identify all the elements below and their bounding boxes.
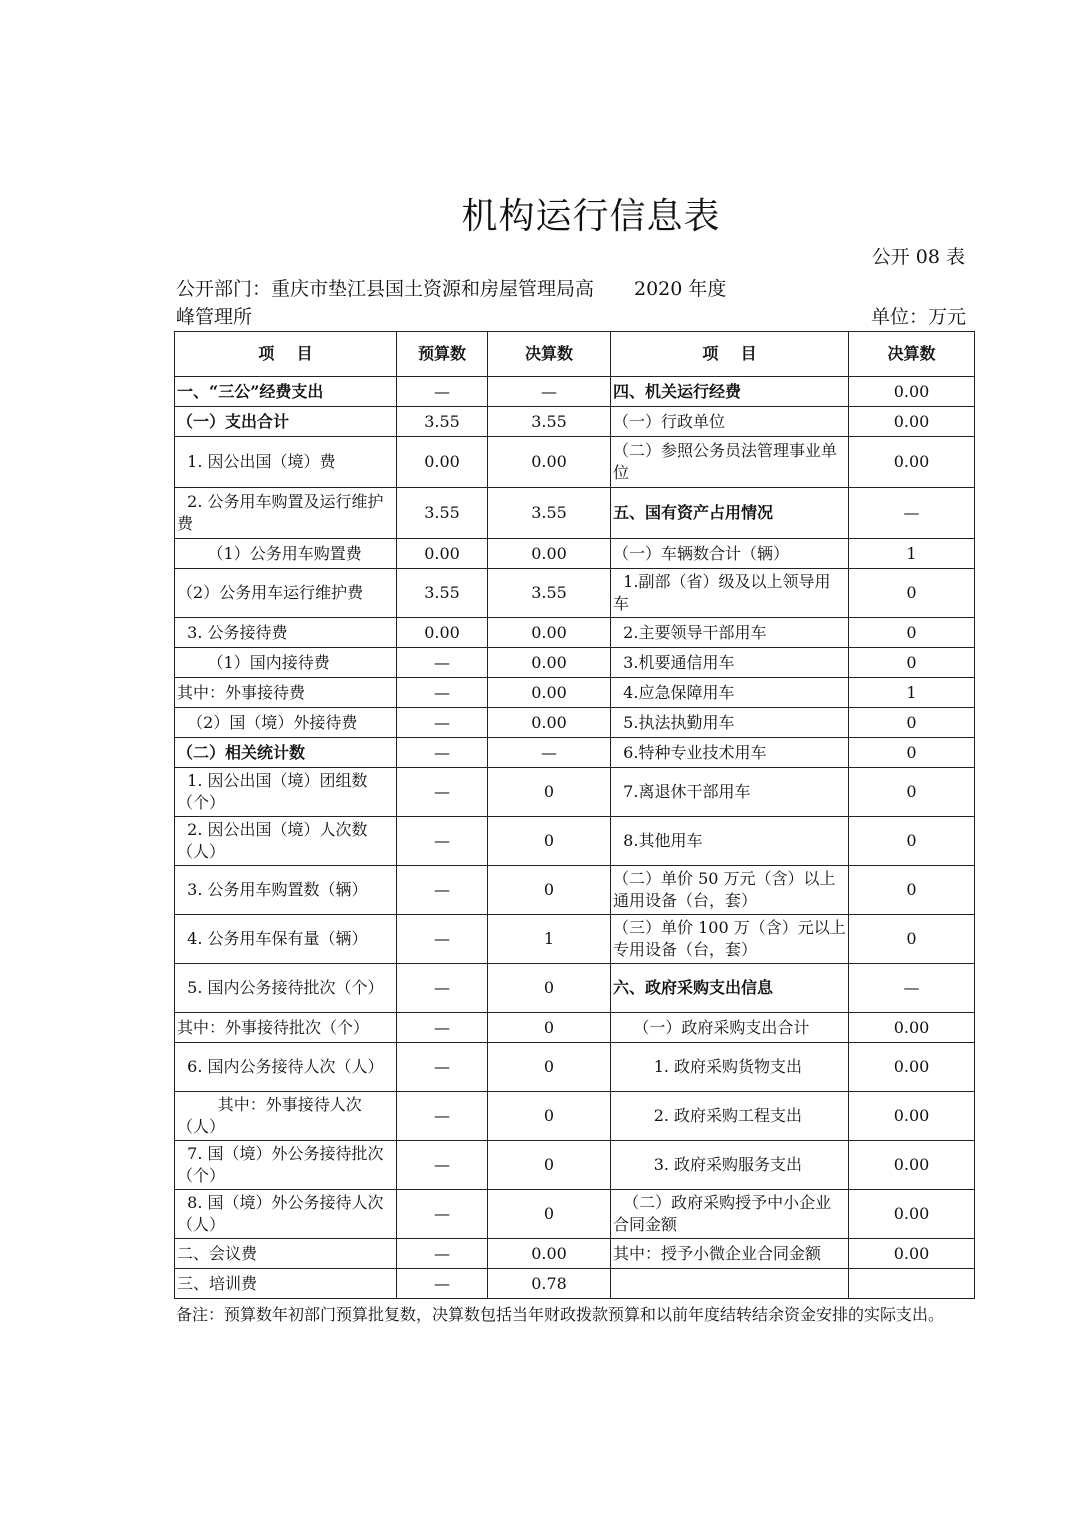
item-right-cell: 2. 政府采购工程支出: [611, 1092, 849, 1141]
unit-label: 单位：万元: [871, 306, 967, 328]
item-right-cell: 6.特种专业技术用车: [611, 738, 849, 768]
final-right-cell: 0: [849, 569, 975, 618]
item-left-cell: 一、“三公”经费支出: [175, 377, 397, 407]
item-right-cell: （一）车辆数合计（辆）: [611, 539, 849, 569]
final-left-cell: 0: [488, 866, 611, 915]
item-left-cell: 3. 公务接待费: [175, 618, 397, 648]
final-left-cell: 0.78: [488, 1269, 611, 1299]
final-left-cell: 0: [488, 1013, 611, 1043]
table-row: [175, 817, 975, 866]
header-budget: 预算数: [397, 332, 488, 377]
footnote: 备注：预算数年初部门预算批复数，决算数包括当年财政拨款预算和以前年度结转结余资金安排的实际支出。: [176, 1305, 945, 1324]
table-row: [175, 1239, 975, 1269]
final-left-cell: 0.00: [488, 708, 611, 738]
budget-cell: —: [397, 1141, 488, 1190]
item-right-cell: 3.机要通信用车: [611, 648, 849, 678]
item-left-cell: 二、会议费: [175, 1239, 397, 1269]
item-left-cell: 8. 国（境）外公务接待人次（人）: [175, 1190, 397, 1239]
item-left-cell: 其中：外事接待人次（人）: [175, 1092, 397, 1141]
table-row: [175, 866, 975, 915]
item-right-cell: 五、国有资产占用情况: [611, 488, 849, 539]
final-left-cell: 0: [488, 964, 611, 1013]
table-row: [175, 1190, 975, 1239]
budget-cell: 3.55: [397, 488, 488, 539]
table-row: [175, 738, 975, 768]
budget-cell: —: [397, 1269, 488, 1299]
final-left-cell: 0.00: [488, 678, 611, 708]
table-row: [175, 648, 975, 678]
final-right-cell: 0: [849, 915, 975, 964]
item-left-cell: 1. 因公出国（境）团组数（个）: [175, 768, 397, 817]
item-right-cell: 2.主要领导干部用车: [611, 618, 849, 648]
item-left-cell: （2）国（境）外接待费: [175, 708, 397, 738]
item-left-cell: 三、培训费: [175, 1269, 397, 1299]
final-right-cell: —: [849, 488, 975, 539]
item-left-cell: 4. 公务用车保有量（辆）: [175, 915, 397, 964]
budget-cell: 0.00: [397, 437, 488, 488]
year-label: 2020 年度: [634, 278, 727, 300]
final-right-cell: 0: [849, 708, 975, 738]
item-right-cell: 1.副部（省）级及以上领导用车: [611, 569, 849, 618]
item-left-cell: （2）公务用车运行维护费: [175, 569, 397, 618]
final-left-cell: 0: [488, 1190, 611, 1239]
item-right-cell: 四、机关运行经费: [611, 377, 849, 407]
item-right-cell: [611, 1269, 849, 1299]
budget-cell: 0.00: [397, 618, 488, 648]
budget-cell: —: [397, 1190, 488, 1239]
table-row: [175, 915, 975, 964]
budget-cell: —: [397, 817, 488, 866]
item-right-cell: 六、政府采购支出信息: [611, 964, 849, 1013]
final-left-cell: 0.00: [488, 1239, 611, 1269]
final-right-cell: 0: [849, 648, 975, 678]
final-left-cell: 3.55: [488, 488, 611, 539]
item-left-cell: 7. 国（境）外公务接待批次（个）: [175, 1141, 397, 1190]
final-left-cell: 0.00: [488, 437, 611, 488]
item-right-cell: 其中：授予小微企业合同金额: [611, 1239, 849, 1269]
final-left-cell: 0: [488, 1043, 611, 1092]
item-right-cell: 8.其他用车: [611, 817, 849, 866]
item-left-cell: 2. 因公出国（境）人次数（人）: [175, 817, 397, 866]
item-right-cell: （二）参照公务员法管理事业单位: [611, 437, 849, 488]
item-right-cell: （二）政府采购授予中小企业合同金额: [611, 1190, 849, 1239]
page-title: 机构运行信息表: [461, 196, 721, 237]
table-row: [175, 1013, 975, 1043]
budget-cell: —: [397, 1239, 488, 1269]
item-left-cell: （一）支出合计: [175, 407, 397, 437]
budget-cell: —: [397, 1013, 488, 1043]
final-left-cell: 3.55: [488, 569, 611, 618]
department-label: 公开部门：重庆市垫江县国土资源和房屋管理局高峰管理所: [176, 278, 595, 328]
table-row: [175, 768, 975, 817]
budget-cell: —: [397, 768, 488, 817]
item-left-cell: 5. 国内公务接待批次（个）: [175, 964, 397, 1013]
item-right-cell: （三）单价 100 万（含）元以上专用设备（台，套）: [611, 915, 849, 964]
final-left-cell: 0: [488, 768, 611, 817]
budget-cell: —: [397, 866, 488, 915]
budget-cell: —: [397, 738, 488, 768]
form-number: 公开 08 表: [871, 246, 965, 268]
item-left-cell: 其中：外事接待批次（个）: [175, 1013, 397, 1043]
item-left-cell: 1. 因公出国（境）费: [175, 437, 397, 488]
final-left-cell: 0: [488, 817, 611, 866]
final-right-cell: 0: [849, 817, 975, 866]
table-row: [175, 618, 975, 648]
item-left-cell: 其中：外事接待费: [175, 678, 397, 708]
budget-cell: —: [397, 377, 488, 407]
item-left-cell: 3. 公务用车购置数（辆）: [175, 866, 397, 915]
item-right-cell: 1. 政府采购货物支出: [611, 1043, 849, 1092]
final-right-cell: 0.00: [849, 377, 975, 407]
item-right-cell: （二）单价 50 万元（含）以上通用设备（台，套）: [611, 866, 849, 915]
table-row: [175, 1092, 975, 1141]
budget-cell: —: [397, 915, 488, 964]
final-right-cell: 0.00: [849, 1239, 975, 1269]
final-right-cell: 1: [849, 539, 975, 569]
item-right-cell: （一）政府采购支出合计: [611, 1013, 849, 1043]
table-row: [175, 437, 975, 488]
final-left-cell: 0.00: [488, 648, 611, 678]
budget-cell: —: [397, 648, 488, 678]
table-row: [175, 1269, 975, 1299]
final-right-cell: 0.00: [849, 1092, 975, 1141]
header-item-right: 项 目: [611, 332, 849, 377]
table-row: [175, 964, 975, 1013]
header-final-left: 决算数: [488, 332, 611, 377]
final-right-cell: 0.00: [849, 437, 975, 488]
final-left-cell: 0: [488, 1092, 611, 1141]
budget-cell: —: [397, 678, 488, 708]
final-left-cell: 3.55: [488, 407, 611, 437]
table-row: [175, 488, 975, 539]
final-left-cell: 1: [488, 915, 611, 964]
table-row: [175, 678, 975, 708]
item-right-cell: 5.执法执勤用车: [611, 708, 849, 738]
budget-cell: —: [397, 1043, 488, 1092]
table-row: [175, 1141, 975, 1190]
final-right-cell: 0: [849, 768, 975, 817]
item-left-cell: 2. 公务用车购置及运行维护费: [175, 488, 397, 539]
header-final-right: 决算数: [849, 332, 975, 377]
budget-cell: 3.55: [397, 407, 488, 437]
item-left-cell: 6. 国内公务接待人次（人）: [175, 1043, 397, 1092]
item-right-cell: （一）行政单位: [611, 407, 849, 437]
final-right-cell: 0.00: [849, 1043, 975, 1092]
budget-cell: —: [397, 964, 488, 1013]
final-right-cell: 0.00: [849, 1141, 975, 1190]
budget-cell: —: [397, 1092, 488, 1141]
table-row: [175, 1043, 975, 1092]
budget-cell: 3.55: [397, 569, 488, 618]
final-left-cell: 0: [488, 1141, 611, 1190]
final-right-cell: —: [849, 964, 975, 1013]
item-right-cell: 4.应急保障用车: [611, 678, 849, 708]
final-right-cell: [849, 1269, 975, 1299]
table-row: [175, 377, 975, 407]
table-header-row: [175, 332, 975, 377]
final-left-cell: 0.00: [488, 618, 611, 648]
item-left-cell: （二）相关统计数: [175, 738, 397, 768]
header-item-left: 项 目: [175, 332, 397, 377]
table-row: [175, 407, 975, 437]
final-right-cell: 0: [849, 618, 975, 648]
final-left-cell: —: [488, 377, 611, 407]
table-row: [175, 539, 975, 569]
final-right-cell: 0.00: [849, 407, 975, 437]
item-right-cell: 3. 政府采购服务支出: [611, 1141, 849, 1190]
info-table: [174, 331, 975, 1299]
final-right-cell: 0.00: [849, 1013, 975, 1043]
item-left-cell: （1）国内接待费: [175, 648, 397, 678]
final-right-cell: 0: [849, 866, 975, 915]
final-left-cell: 0.00: [488, 539, 611, 569]
item-right-cell: 7.离退休干部用车: [611, 768, 849, 817]
final-right-cell: 1: [849, 678, 975, 708]
final-right-cell: 0: [849, 738, 975, 768]
budget-cell: —: [397, 708, 488, 738]
item-left-cell: （1）公务用车购置费: [175, 539, 397, 569]
table-row: [175, 708, 975, 738]
final-right-cell: 0.00: [849, 1190, 975, 1239]
table-body: [175, 377, 975, 1299]
final-left-cell: —: [488, 738, 611, 768]
table-row: [175, 569, 975, 618]
budget-cell: 0.00: [397, 539, 488, 569]
